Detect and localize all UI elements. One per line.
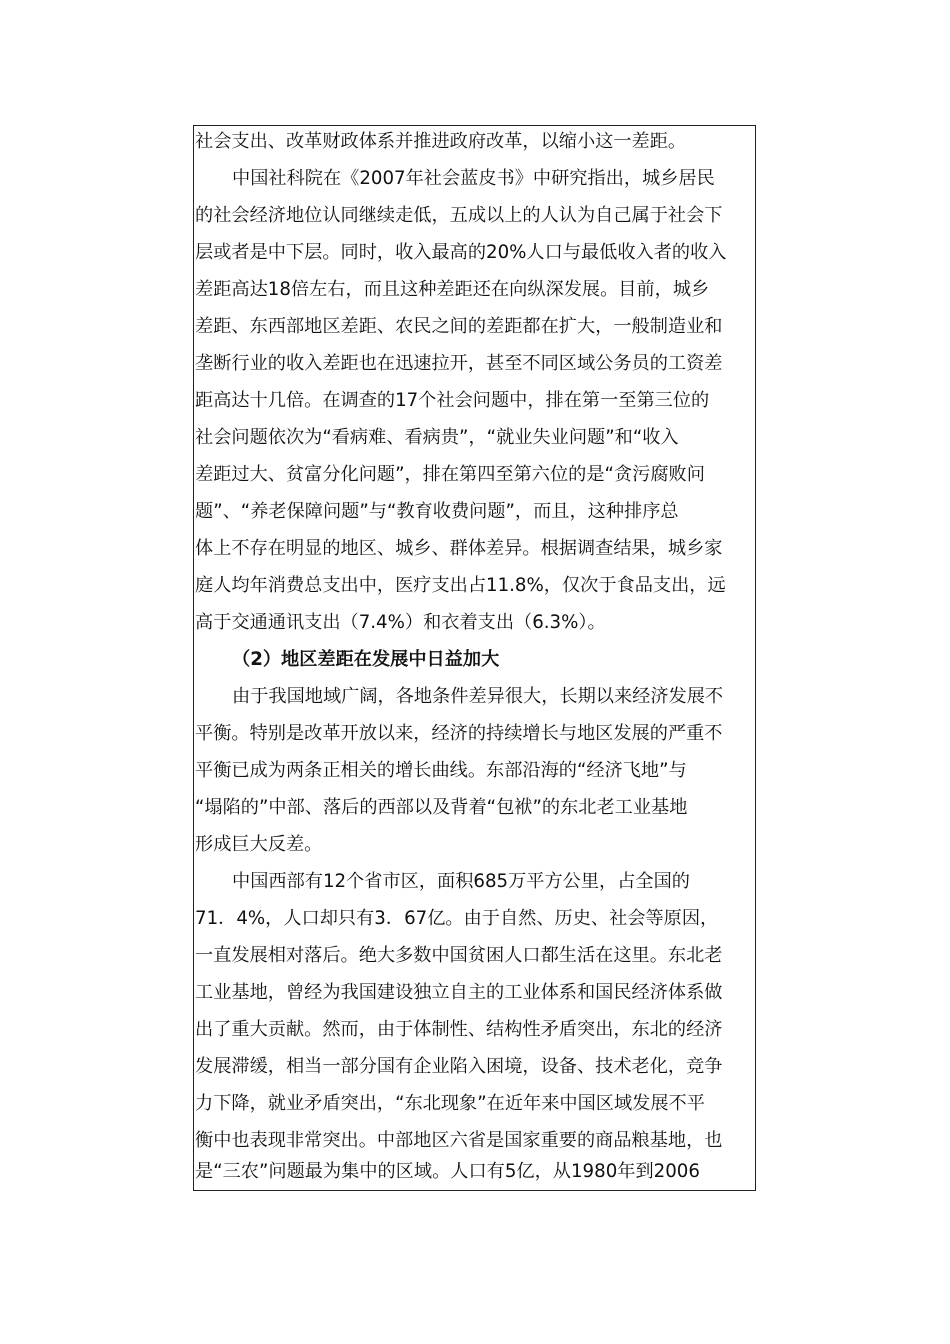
text-line: 社会问题依次为“看病难、看病贵”，“就业失业问题”和“收入: [195, 427, 679, 448]
text-line: 力下降，就业矛盾突出，“东北现象”在近年来中国区域发展不平: [195, 1093, 705, 1114]
text-line: “塌陷的”中部、落后的西部以及背着“包袱”的东北老工业基地: [195, 797, 688, 818]
section-heading: （2）地区差距在发展中日益加大: [232, 649, 500, 670]
text-line: 形成巨大反差。: [195, 834, 323, 855]
text-line: 差距高达18倍左右，而且这种差距还在向纵深发展。目前，城乡: [195, 279, 710, 300]
text-line: 工业基地，曾经为我国建设独立自主的工业体系和国民经济体系做: [195, 982, 723, 1003]
paragraph-start-line: 由于我国地域广阔，各地条件差异很大，长期以来经济发展不: [232, 686, 724, 707]
text-line: 垄断行业的收入差距也在迅速拉开，甚至不同区域公务员的工资差: [195, 353, 723, 374]
text-line: 的社会经济地位认同继续走低，五成以上的人认为自己属于社会下: [195, 205, 723, 226]
text-line: 体上不存在明显的地区、城乡、群体差异。根据调查结果，城乡家: [195, 538, 723, 559]
text-line: 差距、东西部地区差距、农民之间的差距都在扩大，一般制造业和: [195, 316, 723, 337]
text-line: 出了重大贡献。然而，由于体制性、结构性矛盾突出，东北的经济: [195, 1019, 723, 1040]
text-line: 平衡。特别是改革开放以来，经济的持续增长与地区发展的严重不: [195, 723, 723, 744]
text-line: 层或者是中下层。同时，收入最高的20%人口与最低收入者的收入: [195, 242, 727, 263]
text-line: 社会支出、改革财政体系并推进政府改革，以缩小这一差距。: [195, 131, 687, 152]
text-line: 衡中也表现非常突出。中部地区六省是国家重要的商品粮基地，也: [195, 1130, 723, 1151]
paragraph-start-line: 中国社科院在《2007年社会蓝皮书》中研究指出，城乡居民: [232, 168, 715, 189]
text-line: 高于交通通讯支出（7.4%）和衣着支出（6.3%）。: [195, 612, 606, 633]
text-line: 题”、“养老保障问题”与“教育收费问题”，而且，这种排序总: [195, 501, 679, 522]
text-line: 发展滞缓，相当一部分国有企业陷入困境，设备、技术老化，竞争: [195, 1056, 723, 1077]
paragraph-start-line: 中国西部有12个省市区，面积685万平方公里，占全国的: [232, 871, 690, 892]
text-line: 庭人均年消费总支出中，医疗支出占11.8%，仅次于食品支出，远: [195, 575, 726, 596]
text-line: 距高达十几倍。在调查的17个社会问题中，排在第一至第三位的: [195, 390, 710, 411]
text-line: 71．4%，人口却只有3．67亿。由于自然、历史、社会等原因，: [195, 908, 719, 929]
text-line: 一直发展相对落后。绝大多数中国贫困人口都生活在这里。东北老: [195, 945, 723, 966]
text-line: 差距过大、贫富分化问题”，排在第四至第六位的是“贪污腐败问: [195, 464, 705, 485]
text-line: 是“三农”问题最为集中的区域。人口有5亿，从1980年到2006: [195, 1161, 700, 1182]
text-line: 平衡已成为两条正相关的增长曲线。东部沿海的“经济飞地”与: [195, 760, 687, 781]
